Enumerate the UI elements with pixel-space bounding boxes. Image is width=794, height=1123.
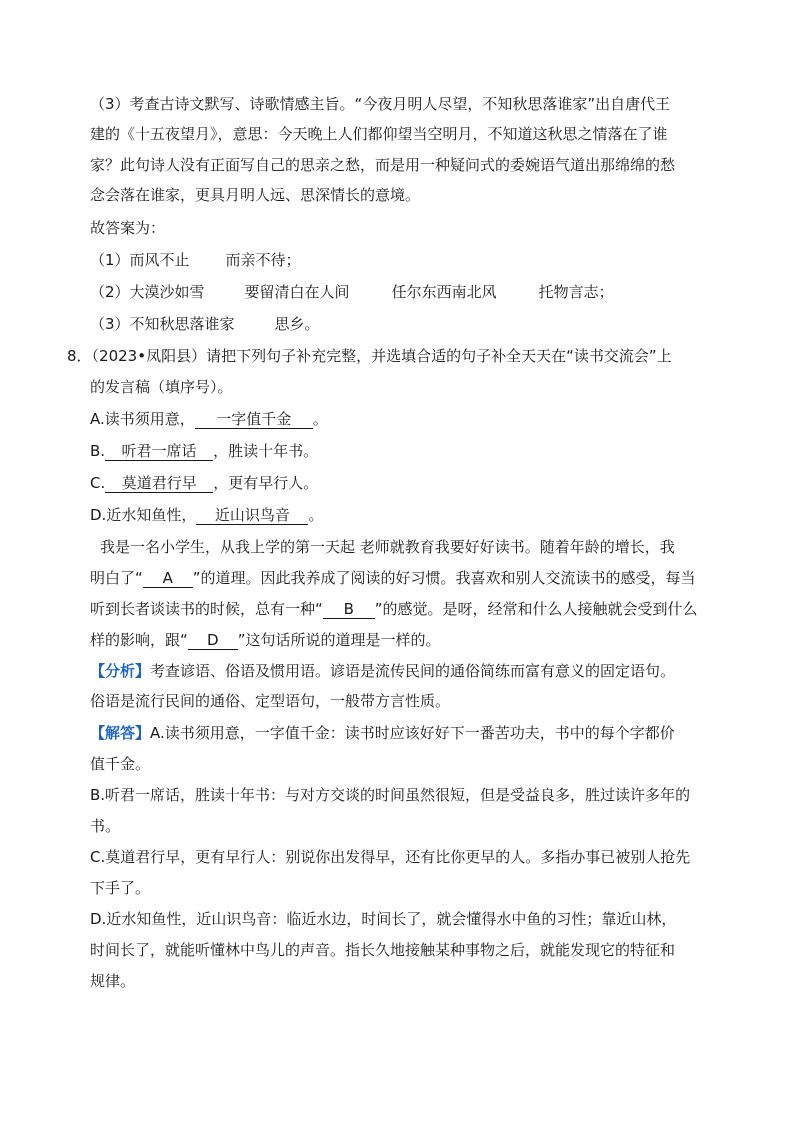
- option-b-blank: 听君一席话: [105, 442, 213, 461]
- section3-line-4: 念会落在谁家，更具月明人远、思深情长的意境。: [90, 186, 421, 204]
- solution-line-a2: 值千金。: [90, 755, 151, 773]
- answer-2a: （2）大漠沙如雪: [90, 283, 205, 301]
- speech-line-1: 我是一名小学生，从我上学的第一天起 老师就教育我要好好读书。随着年龄的增长，我: [100, 538, 675, 556]
- speech-blank-a: A: [143, 569, 193, 588]
- option-d-blank: 近山识鸟音: [196, 506, 308, 525]
- answer-2c: 任尔东西南北风: [391, 283, 497, 301]
- option-b: B. 听君一席话 ，胜读十年书。: [90, 442, 319, 460]
- speech-blank-b: B: [323, 600, 375, 619]
- option-a-blank: 一字值千金: [195, 410, 313, 429]
- option-c-blank: 莫道君行早: [105, 474, 213, 493]
- section3-line-1: （3）考查古诗文默写、诗歌情感主旨。“今夜月明人尽望，不知秋思落谁家”出自唐代王: [90, 95, 671, 113]
- solution-tag: 【解答】: [90, 724, 151, 742]
- speech-line-2: 明白了“ A ”的道理。因此我养成了阅读的好习惯。我喜欢和别人交流读书的感受，每当: [90, 569, 696, 587]
- solution-line-d1: D.近水知鱼性，近山识鸟音：临近水边，时间长了，就会懂得水中鱼的习性；靠近山林，: [90, 910, 677, 928]
- answer-line-2: [90, 282, 614, 302]
- answer-intro: 故答案为：: [90, 219, 166, 237]
- question-stem: （2023•凤阳县）请把下列句子补充完整，并选填合适的句子补全天天在“读书交流会”上: [91, 347, 672, 365]
- solution-line-c2: 下手了。: [90, 879, 151, 897]
- analysis-line-2: 俗语是流行民间的通俗、定型语句，一般带方言性质。: [90, 692, 451, 710]
- question-8-stem-1: [67, 346, 672, 366]
- option-a: A.读书须用意， 一字值千金 。: [90, 410, 328, 428]
- speech-blank-d: D: [188, 631, 238, 650]
- section3-line-3: 家？此句诗人没有正面写自己的思亲之愁，而是用一种疑问式的委婉语气道出那绵绵的愁: [90, 156, 676, 174]
- option-c: C. 莫道君行早 ，更有早行人。: [90, 474, 319, 492]
- solution-line-a1: 【解答】A.读书须用意，一字值千金：读书时应该好好下一番苦功夫，书中的每个字都价: [90, 724, 675, 742]
- answer-2b: 要留清白在人间: [244, 283, 350, 301]
- analysis-line-1: 【分析】考查谚语、俗语及惯用语。谚语是流传民间的通俗简练而富有意义的固定语句。: [90, 662, 676, 680]
- answer-2d: 托物言志；: [538, 283, 614, 301]
- question-8-stem-2: 的发言稿（填序号）。: [90, 378, 233, 396]
- answer-1a: （1）而风不止: [90, 251, 190, 269]
- answer-1b: 而亲不待；: [225, 251, 301, 269]
- solution-line-d3: 规律。: [90, 972, 136, 990]
- answer-3a: （3）不知秋思落谁家: [90, 315, 235, 333]
- solution-line-c1: C.莫道君行早，更有早行人：别说你出发得早，还有比你更早的人。多指办事已被别人抢先: [90, 848, 691, 866]
- speech-line-3: 听到长者谈读书的时候，总有一种“ B ”的感觉。是呀，经常和什么人接触就会受到什么: [90, 600, 698, 618]
- speech-line-4: 样的影响，跟“ D ”这句话所说的道理是一样的。: [90, 631, 441, 649]
- answer-line-3: [90, 314, 320, 334]
- answer-3b: 思乡。: [274, 315, 320, 333]
- solution-line-b2: 书。: [90, 817, 121, 835]
- question-number: 8．: [67, 347, 92, 365]
- solution-line-d2: 时间长了，就能听懂林中鸟儿的声音。指长久地接触某种事物之后，就能发现它的特征和: [90, 941, 676, 959]
- analysis-tag: 【分析】: [90, 662, 151, 680]
- answer-line-1: [90, 250, 301, 270]
- solution-line-b1: B.听君一席话，胜读十年书：与对方交谈的时间虽然很短，但是受益良多，胜过读许多年的: [90, 786, 691, 804]
- section3-line-2: 建的《十五夜望月》，意思：今天晚上人们都仰望当空明月，不知道这秋思之情落在了谁: [90, 125, 668, 143]
- option-d: D.近水知鱼性， 近山识鸟音 。: [90, 506, 324, 524]
